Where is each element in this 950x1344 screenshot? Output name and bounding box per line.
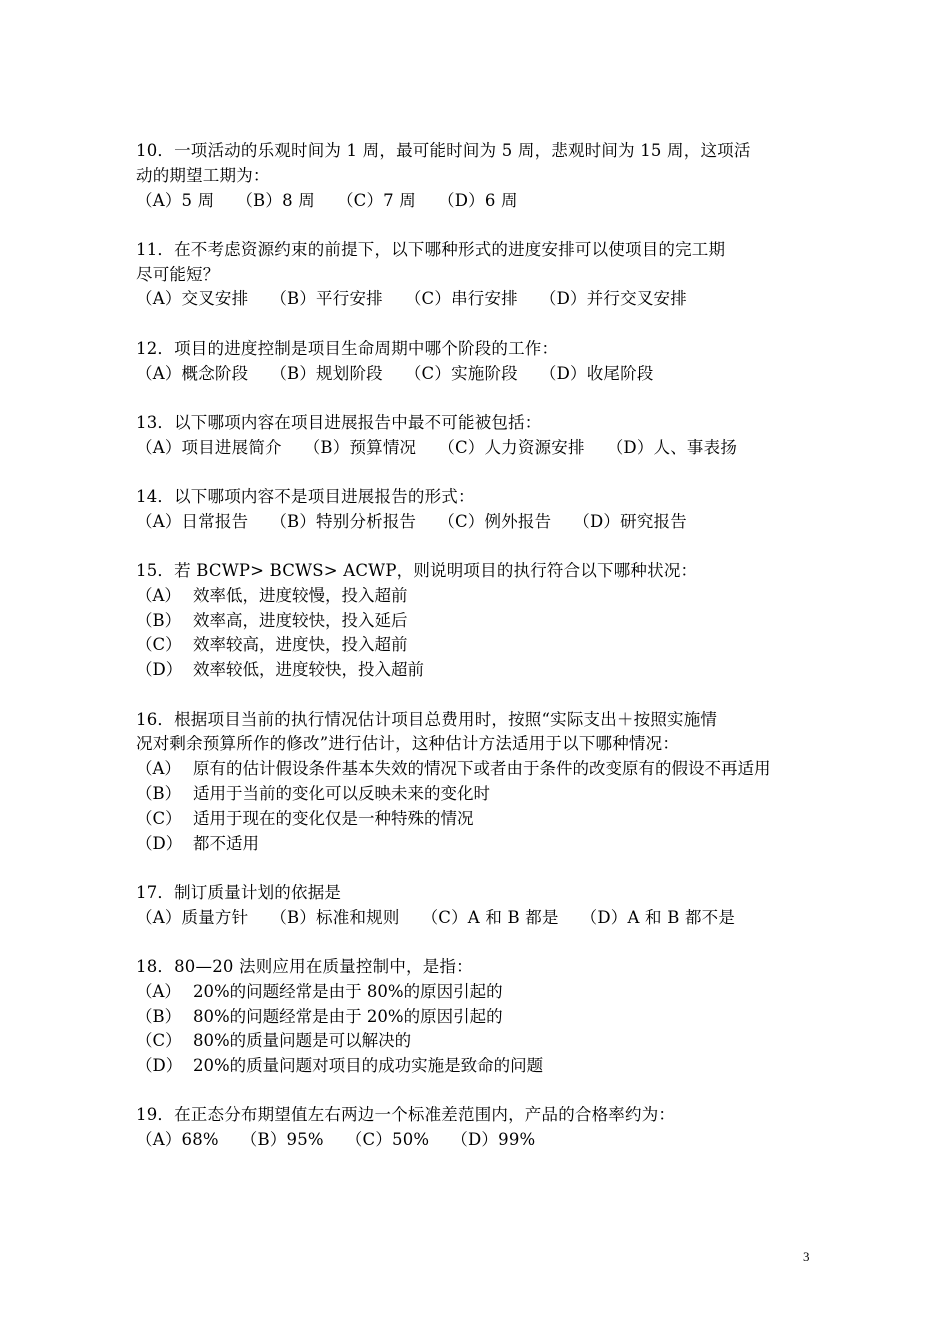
answer-option: （A）项目进展简介 [136,437,282,457]
answer-option: （B）95% [240,1130,324,1150]
option-label: （B） [136,1006,182,1026]
option-text: 20%的问题经常是由于 80%的原因引起的 [193,981,503,1001]
answer-option [136,584,818,609]
answer-option: （C）人力资源安排 [438,437,585,457]
answer-option: （C）例外报告 [438,511,552,531]
answer-option: （C）实施阶段 [404,363,518,383]
answer-option: （C）50% [345,1130,430,1150]
options-row [136,436,818,461]
answer-option: （A）5 周 [136,190,215,210]
answer-option [136,782,818,807]
option-label: （D） [136,833,183,853]
answer-option: （C）7 周 [336,190,417,210]
option-label: （A） [136,585,181,605]
option-label: （C） [136,635,182,655]
answer-option [136,609,818,634]
option-text: 效率高，进度较快，投入延后 [193,610,408,630]
answer-option: （D）研究报告 [573,511,687,531]
answer-option: （B）8 周 [236,190,315,210]
answer-option: （A）交叉安排 [136,289,249,309]
options-row [136,510,818,535]
option-label: （D） [136,1056,183,1076]
answer-option [136,980,818,1005]
option-text: 80%的问题经常是由于 20%的原因引起的 [193,1006,503,1026]
question-item [136,1103,818,1153]
answer-option: （A）日常报告 [136,511,249,531]
option-label: （A） [136,981,181,1001]
options-row [136,362,818,387]
question-stem-line: 10．一项活动的乐观时间为 1 周，最可能时间为 5 周，悲观时间为 15 周，这项活 [136,141,751,160]
question-item [136,238,818,312]
question-stem-line: 11．在不考虑资源约束的前提下，以下哪种形式的进度安排可以使项目的完工期 [136,239,726,259]
answer-option: （A）质量方针 [136,907,249,927]
question-stem-line: 况对剩余预算所作的修改”进行估计，这种估计方法适用于以下哪种情况： [136,734,680,754]
answer-option: （B）特别分析报告 [270,511,417,531]
answer-option: （C）A 和 B 都是 [421,907,559,927]
question-stem-line: 16．根据项目当前的执行情况估计项目总费用时，按照“实际支出＋按照实施情 [136,709,718,729]
answer-option: （A）68% [136,1130,219,1150]
answer-option: （B）平行安排 [270,289,383,309]
answer-option [136,757,818,782]
question-stem-line: 尽可能短？ [136,264,220,284]
question-item [136,708,818,857]
option-label: （C） [136,1031,182,1051]
question-stem-line: 动的期望工期为： [136,165,270,185]
option-label: （D） [136,660,183,680]
question-list [136,139,818,1178]
question-item [136,139,818,213]
question-stem-line: 12．项目的进度控制是项目生命周期中哪个阶段的工作： [136,338,559,358]
question-stem-line: 14．以下哪项内容不是项目进展报告的形式： [136,486,475,506]
options-row [136,287,818,312]
answer-option [136,832,818,857]
answer-option: （D）99% [451,1130,536,1150]
answer-option: （D）并行交叉安排 [539,289,687,309]
answer-option: （C）串行安排 [404,289,518,309]
page-number: 3 [803,1249,810,1264]
question-stem-line: 17．制订质量计划的依据是 [136,882,342,902]
option-text: 都不适用 [193,833,259,853]
question-stem-line: 19．在正态分布期望值左右两边一个标准差范围内，产品的合格率约为： [136,1105,676,1125]
option-text: 效率低，进度较慢，投入超前 [193,585,408,605]
question-item [136,559,818,683]
option-text: 适用于当前的变化可以反映未来的变化时 [193,783,490,803]
answer-option [136,807,818,832]
question-item [136,337,818,387]
option-label: （C） [136,808,182,828]
question-item [136,485,818,535]
question-stem-line: 15．若 BCWP> BCWS> ACWP，则说明项目的执行符合以下哪种状况： [136,561,698,581]
option-text: 20%的质量问题对项目的成功实施是致命的问题 [193,1056,544,1076]
option-text: 适用于现在的变化仅是一种特殊的情况 [193,808,474,828]
option-text: 原有的估计假设条件基本失效的情况下或者由于条件的改变原有的假设不再适用 [193,759,771,779]
option-text: 效率较高，进度快，投入超前 [193,635,408,655]
option-label: （B） [136,783,182,803]
question-item [136,881,818,931]
option-text: 效率较低，进度较快，投入超前 [193,660,424,680]
option-label: （A） [136,759,181,779]
question-stem-line: 13．以下哪项内容在项目进展报告中最不可能被包括： [136,412,542,432]
answer-option [136,658,818,683]
answer-option: （B）预算情况 [303,437,417,457]
answer-option [136,1029,818,1054]
question-item [136,955,818,1079]
answer-option [136,1005,818,1030]
options-row [136,189,818,214]
option-text: 80%的质量问题是可以解决的 [193,1031,412,1051]
question-item [136,411,818,461]
answer-option: （D）人、事表扬 [606,437,738,457]
answer-option: （A）概念阶段 [136,363,249,383]
options-row [136,1128,818,1153]
answer-option [136,1054,818,1079]
answer-option: （B）标准和规则 [270,907,400,927]
answer-option [136,633,818,658]
answer-option: （B）规划阶段 [270,363,383,383]
answer-option: （D）收尾阶段 [539,363,654,383]
answer-option: （D）A 和 B 都不是 [580,907,736,927]
answer-option: （D）6 周 [438,190,518,210]
question-stem-line: 18．80—20 法则应用在质量控制中，是指： [136,956,473,976]
options-row [136,906,818,931]
option-label: （B） [136,610,182,630]
